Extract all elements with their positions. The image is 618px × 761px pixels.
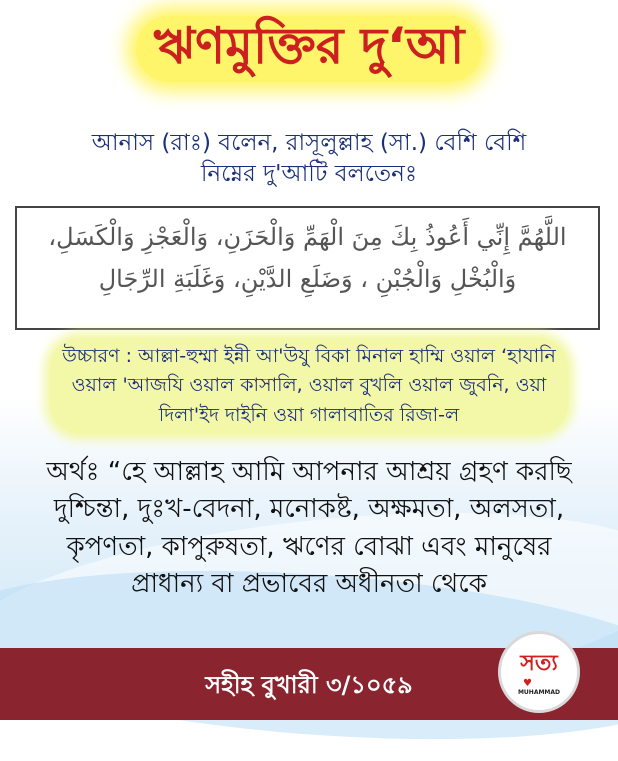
pronunciation-text [50,338,568,434]
heart-icon: ♥ [523,678,532,689]
page-title: ঋণমুক্তির দু‘আ [136,16,483,82]
pronunciation-container [0,338,618,434]
intro-text [0,128,618,190]
pronunciation-line: ওয়াল 'আজযি ওয়াল কাসালি, ওয়াল বুখলি ওয়াল জুবনি, ওয়া [71,374,547,397]
title-container [0,16,618,82]
pronunciation-line: দিলা'ইদ দাইনি ওয়া গালাবাতির রিজা-ল [158,403,460,426]
meaning-line: দুশ্চিন্তা, দুঃখ-বেদনা, মনোকষ্ট, অক্ষমতা, অলসতা, [53,494,565,525]
meaning-text [0,454,618,604]
logo-subtext: MUHAMMAD [517,689,561,696]
arabic-dua-box [15,206,600,330]
hadith-source: সহীহ বুখারী ৩/১০৫৯ [205,671,413,699]
arabic-line: وَالْبُخْلِ وَالْجُبْنِ ، وَضَلَعِ الدَّيْنِ، وَغَلَبَةِ الرِّجَالِ [98,265,517,293]
intro-line: আনাস (রাঃ) বলেন, রাসূলুল্লাহ (সা.) বেশি বেশি [91,130,527,156]
meaning-line: প্রাধান্য বা প্রভাবের অধীনতা থেকে [131,569,487,600]
brand-logo [498,631,580,713]
arabic-dua-text [17,208,598,300]
intro-line: নিম্নের দু'আটি বলতেনঃ [200,161,418,188]
logo-wordmark: সত্য [520,651,558,676]
arabic-line: اللَّهُمَّ إِنِّي أَعُوذُ بِكَ مِنَ الْهَمِّ وَالْحَزَنِ، وَالْعَجْزِ وَالْكَسَلِ، [48,223,567,251]
meaning-line: কৃপণতা, কাপুরুষতা, ঋণের বোঝা এবং মানুষের [66,531,552,562]
pronunciation-line: উচ্চারণ : আল্লা-হুম্মা ইন্নী আ'উযু বিকা মিনাল হাম্মি ওয়াল ‘হাযানি [62,345,556,367]
meaning-line: অর্থঃ “হে আল্লাহ আমি আপনার আশ্রয় গ্রহণ করছি [46,457,572,487]
